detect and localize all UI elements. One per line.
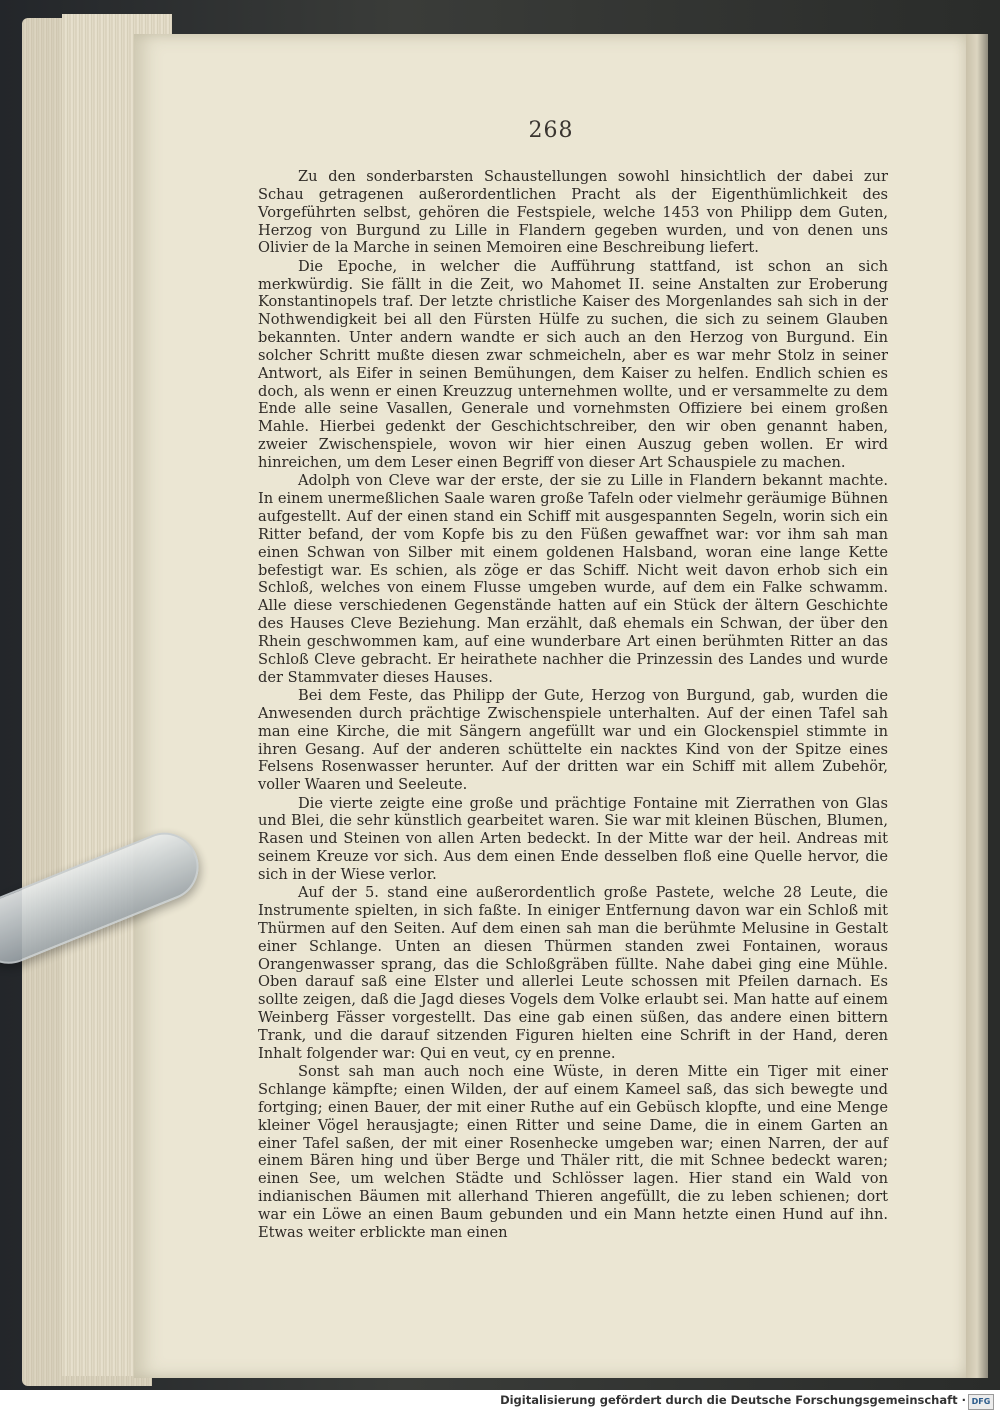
paragraph-7: Sonst sah man auch noch eine Wüste, in deren Mitte ein Tiger mit einer Schlange kämpfte; einen Wilden, der auf einem Kameel saß, das sich bewegte und fortging; einen Bauer, der mit einer Ruthe auf ein Gebüsch klopfte, und eine Menge kleiner Vögel herausjagte; einen Ritter und seine Dame, die in einem Garten an einer Tafel saßen, der mit einer Rosenhecke umgeben war; einen Narren, der auf einem Bären hing und über Berge und Thäler ritt, die mit Schnee bedeckt waren; einen See, um welchen Städte und Schlösser lagen. Hier stand ein Wald von indianischen Bäumen mit allerhand Thieren angefüllt, die zu leben schienen; dort war ein Löwe an einen Baum gebunden und ein Mann hetzte einen Hund auf ihn. Etwas weiter erblickte man einen xyxy=(258,1063,888,1241)
page-right-edge xyxy=(966,34,988,1378)
paragraph-2: Die Epoche, in welcher die Aufführung stattfand, ist schon an sich merkwürdig. Sie fällt in die Zeit, wo Mahomet II. seine Anstalten zur Eroberung Konstantinopels traf. Der letzte christliche Kaiser des Morgenlandes sah sich in der Nothwendigkeit bei all den Fürsten Hülfe zu suchen, die sich zu seinem Glauben bekannten. Unter andern wandte er sich auch an den Herzog von Burgund. Ein solcher Schritt mußte diesen zwar schmeicheln, aber es war mehr Stolz in seiner Antwort, als Eifer in seinen Bemühungen, dem Kaiser zu helfen. Endlich schien es doch, als wenn er einen Kreuzzug unternehmen wollte, und er versammelte zu dem Ende alle seine Vasallen, Generale und vornehmsten Offiziere bei einem großen Mahle. Hierbei gedenkt der Geschichtschreiber, den wir oben genannt haben, zweier Zwischenspiele, wovon wir hier einen Auszug geben wollen. Er wird hinreichen, um dem Leser einen Begriff von dieser Art Schauspiele zu machen. xyxy=(258,257,888,471)
dfg-logo-icon: DFG xyxy=(968,1394,994,1410)
paragraph-4: Bei dem Feste, das Philipp der Gute, Herzog von Burgund, gab, wurden die Anwesenden durch prächtige Zwischenspiele unterhalten. Auf der einen Tafel sah man eine Kirche, die mit Sängern angefüllt war und ein Glockenspiel stimmte in ihren Gesang. Auf der anderen schüttelte ein nacktes Kind von der Spitze eines Felsens Rosenwasser herunter. Auf der dritten war ein Schiff mit allem Zubehör, voller Waaren und Seeleute. xyxy=(258,686,888,794)
body-text xyxy=(258,168,888,1242)
footer-bar xyxy=(0,1390,1000,1412)
page-number: 268 xyxy=(528,118,574,143)
paragraph-6: Auf der 5. stand eine außerordentlich große Pastete, welche 28 Leute, die Instrumente spielten, in sich faßte. In einiger Entfernung davon war ein Schloß mit Thürmen auf den Seiten. Auf dem einen sah man die berühmte Melusine in Gestalt einer Schlange. Unten an diesen Thürmen standen zwei Fontainen, woraus Orangenwasser sprang, das die Schloßgräben füllte. Nahe dabei ging eine Mühle. Oben darauf saß eine Elster und allerlei Leute schossen mit Pfeilen darnach. Es sollte zeigen, daß die Jagd dieses Vogels dem Volke erlaubt sei. Man hatte auf einem Weinberg Fässer vorgestellt. Das eine gab einen süßen, das andere einen bittern Trank, und die darauf sitzenden Figuren hielten eine Schrift in der Hand, deren Inhalt folgender war: Qui en veut, cy en prenne. xyxy=(258,884,888,1062)
footer-credit: Digitalisierung gefördert durch die Deutsche Forschungsgemeinschaft · xyxy=(500,1393,966,1407)
paragraph-3: Adolph von Cleve war der erste, der sie zu Lille in Flandern bekannt machte. In einem unermeßlichen Saale waren große Tafeln oder vielmehr geräumige Bühnen aufgestellt. Auf der einen stand ein Schiff mit ausgespannten Segeln, worin sich ein Ritter befand, der vom Kopfe bis zu den Füßen gewaffnet war: vor ihm sah man einen Schwan von Silber mit einem goldenen Halsband, woran eine lange Kette befestigt war. Es schien, als zöge er das Schiff. Nicht weit davon erhob sich ein Schloß, welches von einem Flusse umgeben wurde, auf dem ein Falke schwamm. Alle diese verschiedenen Gegenstände hatten auf ein Stück der ältern Geschichte des Hauses Cleve Beziehung. Man erzählt, daß ehemals ein Schwan, der über den Rhein geschwommen kam, auf eine wunderbare Art einen berühmten Ritter an das Schloß Cleve gebracht. Er heirathete nachher die Prinzessin des Landes und wurde der Stammvater dieses Hauses. xyxy=(258,472,888,686)
book-page xyxy=(134,34,968,1378)
paragraph-5: Die vierte zeigte eine große und prächtige Fontaine mit Zierrathen von Glas und Blei, die sehr künstlich gearbeitet waren. Sie war mit kleinen Büschen, Blumen, Rasen und Steinen von allen Arten bedeckt. In der Mitte war der heil. Andreas mit seinem Kreuze vor sich. Aus dem einen Ende desselben floß eine Quelle hervor, die sich in der Wiese verlor. xyxy=(258,794,888,883)
paragraph-1: Zu den sonderbarsten Schaustellungen sowohl hinsichtlich der dabei zur Schau getragenen außerordentlichen Pracht als der Eigenthümlichkeit des Vorgeführten selbst, gehören die Festspiele, welche 1453 von Philipp dem Guten, Herzog von Burgund zu Lille in Flandern gegeben wurden, und von denen uns Olivier de la Marche in seinen Memoiren eine Beschreibung liefert. xyxy=(258,168,888,257)
